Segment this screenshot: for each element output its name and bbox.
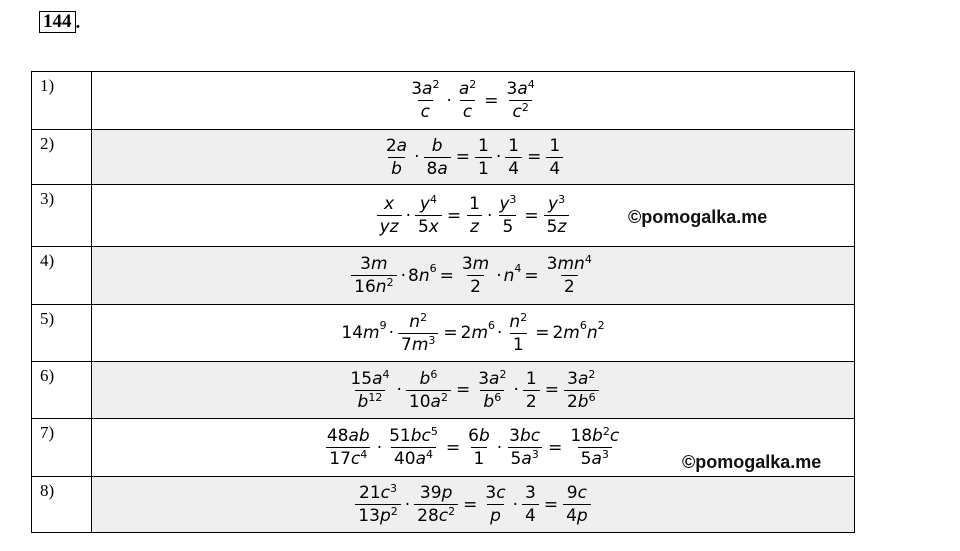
row-label: 1) xyxy=(32,72,92,130)
table-row xyxy=(32,477,855,533)
row-label: 2) xyxy=(32,130,92,185)
table-row xyxy=(32,130,855,185)
equation-cell xyxy=(92,477,855,533)
equation-cell xyxy=(92,130,855,185)
table-row xyxy=(32,305,855,362)
table-row xyxy=(32,419,855,477)
row-label: 3) xyxy=(32,185,92,247)
row-label: 5) xyxy=(32,305,92,362)
problem-number-dot: . xyxy=(75,12,81,33)
equation: $\frac{2a}{b}$ · $\frac{b}{8a}$ = $\frac{1}{1}$ · $\frac{1}{4}$ = $\frac{1}{4}$ xyxy=(381,136,565,179)
watermark: ©pomogalka.me xyxy=(682,452,822,472)
row-label: 7) xyxy=(32,419,92,477)
problem-number-box: 144 xyxy=(39,11,76,33)
table-row xyxy=(32,185,855,247)
equation-cell xyxy=(92,305,855,362)
table-row xyxy=(32,247,855,305)
equation: $14m^9$ · $\frac{n^2}{7m^3}$ = $2m^6$ · $\frac{n^2}{1}$ = $2m^6n^2$ xyxy=(341,310,605,355)
equation: $\frac{21c^3}{13p^2}$ · $\frac{39p}{28c^2}$ = $\frac{3c}{p}$ · $\frac{3}{4}$ = $\frac{9c}{4p}$ xyxy=(353,483,592,526)
problem-number xyxy=(39,11,80,33)
row-label: 8) xyxy=(32,477,92,533)
equation: $\frac{48ab}{17c^4}$ · $\frac{51bc^5}{40a^4}$ = $\frac{6b}{1}$ · $\frac{3bc}{5a^3}$ = $\frac{18b^2c}{5a^3}$ xyxy=(326,425,620,469)
equation: $\frac{3a^2}{c}$ · $\frac{a^2}{c}$ = $\frac{3a^4}{c^2}$ xyxy=(411,78,535,122)
table-row xyxy=(32,362,855,419)
watermark: ©pomogalka.me xyxy=(628,207,768,227)
solutions-table xyxy=(31,71,855,533)
equation-cell xyxy=(92,72,855,130)
row-label: 6) xyxy=(32,362,92,419)
equation-cell xyxy=(92,362,855,419)
equation: $\frac{x}{yz}$ · $\frac{y^4}{5x}$ = $\frac{1}{z}$ · $\frac{y^3}{5}$ = $\frac{y^3}{5z}$ xyxy=(375,194,572,237)
equation: $\frac{15a^4}{b^{12}}$ · $\frac{b^6}{10a^2}$ = $\frac{3a^2}{b^6}$ · $\frac{1}{2}$ = $\frac{3a^2}{2b^6}$ xyxy=(345,369,600,412)
table-row xyxy=(32,72,855,130)
row-label: 4) xyxy=(32,247,92,305)
equation-cell xyxy=(92,185,855,247)
equation-cell xyxy=(92,419,855,477)
equation: $\frac{3m}{16n^2}$ · $8n^6$ = $\frac{3m}{2}$ · $n^4$ = $\frac{3mn^4}{2}$ xyxy=(349,254,597,297)
equation-cell xyxy=(92,247,855,305)
